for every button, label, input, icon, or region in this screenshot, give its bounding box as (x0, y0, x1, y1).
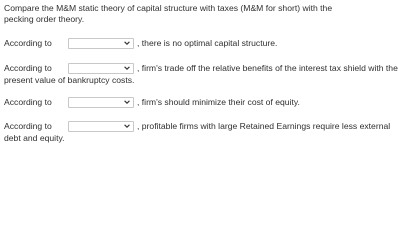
statement-text: , firm's trade off the relative benefits of the interest tax shield with the (137, 63, 398, 73)
theory-select-1[interactable] (68, 38, 134, 49)
statement-text: , there is no optimal capital structure. (137, 38, 278, 48)
chevron-down-icon (123, 64, 131, 72)
statement-2 (4, 62, 398, 86)
chevron-down-icon (123, 98, 131, 106)
statement-lead: According to (4, 121, 52, 131)
statement-continuation: present value of bankruptcy costs. (4, 75, 135, 85)
statement-3 (4, 96, 347, 108)
statement-continuation: debt and equity. (4, 133, 65, 143)
theory-select-2[interactable] (68, 63, 134, 74)
theory-select-3[interactable] (68, 97, 134, 108)
chevron-down-icon (123, 39, 131, 47)
statement-1 (4, 37, 347, 49)
statement-text: , profitable firms with large Retained Earnings require less external (137, 121, 391, 131)
statement-lead: According to (4, 38, 52, 48)
question-text: Compare the M&M static theory of capital structure with taxes (M&M for short) with the pecking order theory. (4, 3, 333, 24)
statement-lead: According to (4, 97, 52, 107)
chevron-down-icon (123, 122, 131, 130)
theory-select-4[interactable] (68, 121, 134, 132)
statement-4 (4, 120, 391, 144)
statement-text: , firm's should minimize their cost of equity. (137, 97, 300, 107)
statement-lead: According to (4, 63, 52, 73)
